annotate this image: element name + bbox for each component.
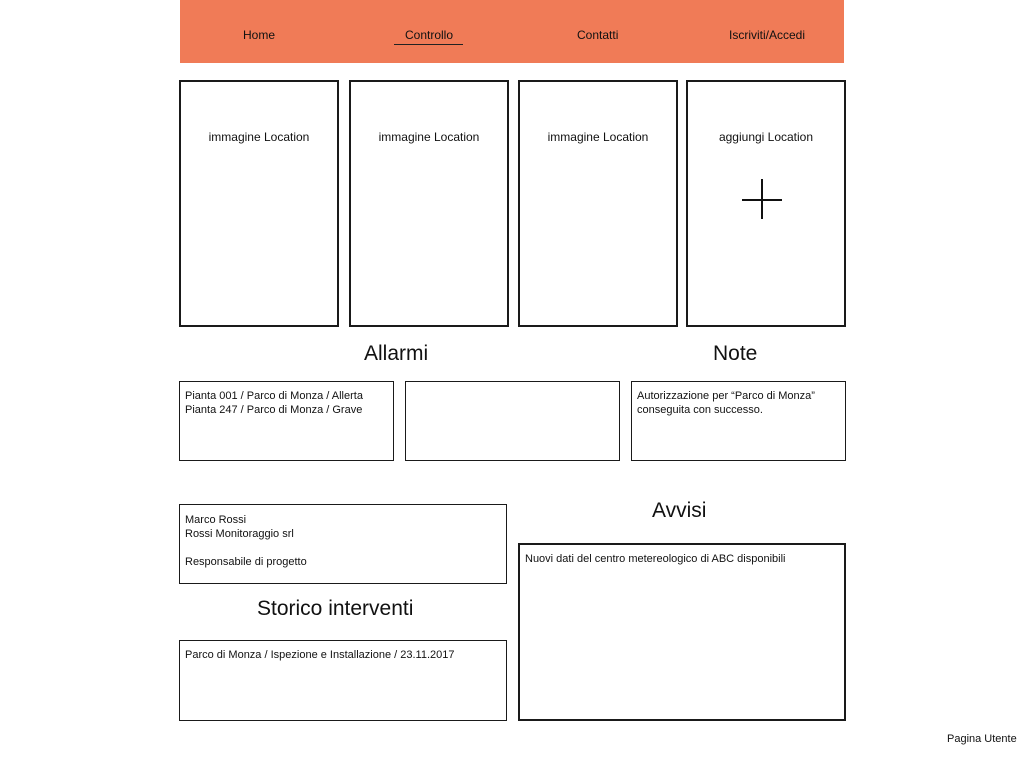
alarms-title: Allarmi: [364, 342, 429, 365]
user-name: Marco Rossi: [185, 514, 247, 526]
history-title: Storico interventi: [257, 597, 414, 620]
note-line: Autorizzazione per “Parco di Monza”: [637, 390, 815, 402]
user-company: Rossi Monitoraggio srl: [185, 528, 294, 540]
history-box: [179, 640, 507, 721]
location-card-label: immagine Location: [547, 130, 649, 144]
notice-item[interactable]: Nuovi dati del centro metereologico di ABC disponibili: [525, 553, 786, 565]
plus-icon[interactable]: [742, 179, 784, 221]
page-label: Pagina Utente: [947, 733, 1017, 745]
notes-title: Note: [713, 342, 758, 365]
notices-box: [518, 543, 846, 721]
alarm-item[interactable]: Pianta 247 / Parco di Monza / Grave: [185, 404, 363, 416]
nav-signup-login-link[interactable]: Iscriviti/Accedi: [729, 28, 806, 42]
notices-title: Avvisi: [652, 499, 707, 522]
location-card-label: immagine Location: [208, 130, 310, 144]
user-role: Responsabile di progetto: [185, 556, 307, 568]
history-item[interactable]: Parco di Monza / Ispezione e Installazione / 23.11.2017: [185, 649, 455, 661]
location-card[interactable]: [518, 80, 678, 327]
notes-box: [631, 381, 846, 461]
alarms-list: [179, 381, 394, 461]
alarm-item[interactable]: Pianta 001 / Parco di Monza / Allerta: [185, 390, 363, 402]
nav-home-link[interactable]: Home: [243, 28, 276, 42]
nav-active-underline: [394, 44, 463, 45]
add-location-card[interactable]: [686, 80, 846, 327]
location-card[interactable]: [349, 80, 509, 327]
nav-contatti-link[interactable]: Contatti: [577, 28, 619, 42]
location-card-label: immagine Location: [378, 130, 480, 144]
user-profile-box: [179, 504, 507, 584]
note-line: conseguita con successo.: [637, 404, 763, 416]
nav-controllo-link[interactable]: Controllo: [405, 28, 454, 42]
alarms-empty-box: [405, 381, 620, 461]
location-card[interactable]: [179, 80, 339, 327]
add-location-label: aggiungi Location: [718, 130, 814, 144]
